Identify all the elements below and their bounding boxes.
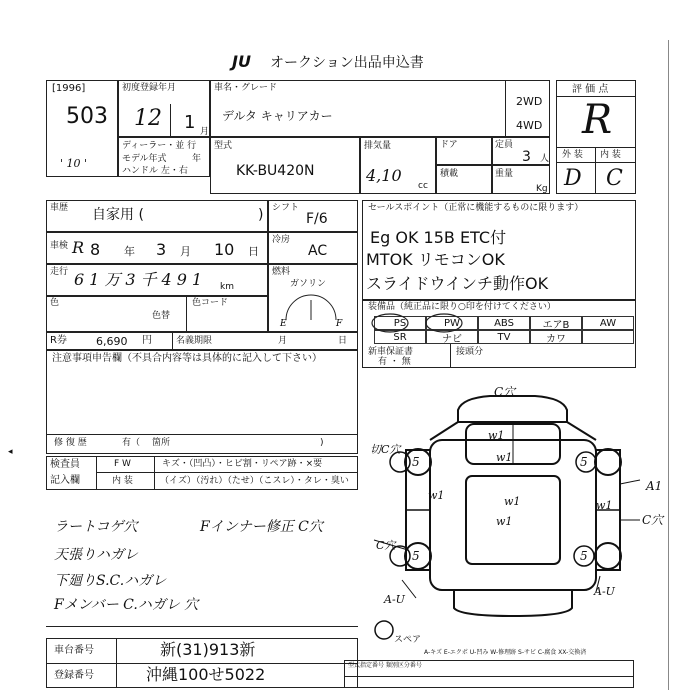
sales-point-1: Eg OK 15B ETC付 xyxy=(370,228,507,247)
car-number-value: 新(31)913新 xyxy=(160,640,256,659)
usage-box xyxy=(46,200,268,232)
fw-items: キズ・（凹凸）・ヒビ割・リペア跡・×要 xyxy=(162,459,323,469)
deadline-month-unit: 月 xyxy=(278,336,288,346)
usage-label: 車歴 xyxy=(50,203,69,213)
ju-logo: JU xyxy=(232,52,251,71)
month-unit: 月 xyxy=(200,127,210,137)
displacement-unit: cc xyxy=(418,181,428,191)
divider xyxy=(172,332,173,350)
registration-number-value: 沖縄100せ5022 xyxy=(146,665,266,684)
diagram-wheel-mark-rl: 5 xyxy=(412,549,420,563)
mileage-label: 走行 xyxy=(50,267,69,277)
divider xyxy=(344,676,634,677)
inspection-year: 8 xyxy=(90,240,101,259)
svg-text:F: F xyxy=(336,319,343,329)
diagram-left-bottom: A-U xyxy=(384,593,405,606)
divider xyxy=(186,296,187,332)
first-registration-year: 12 xyxy=(134,106,162,131)
deadline-day-unit: 日 xyxy=(338,336,348,346)
scribble-mark: ' 10 ' xyxy=(60,157,88,170)
notes-box xyxy=(46,350,358,454)
svg-text:E: E xyxy=(280,319,287,329)
divider xyxy=(595,147,596,194)
diagram-spare-label: スペア xyxy=(394,635,422,645)
interior-row-items: （イズ）（汚れ）（たせ）（こスレ）・タレ・臭い xyxy=(160,476,349,486)
divider xyxy=(556,147,636,148)
handwritten-note-1: ラートコゲ穴 xyxy=(54,519,138,535)
exterior-label: 外 装 xyxy=(562,150,583,160)
recycle-label: R券 xyxy=(50,335,67,346)
registration-deadline-label: 名義期限 xyxy=(176,336,213,346)
color-label: 色 xyxy=(50,298,60,308)
doors-label: ドア xyxy=(440,140,458,150)
divider xyxy=(46,663,358,664)
color-change-label: 色替 xyxy=(152,311,171,321)
equipment-sr: SR xyxy=(374,330,426,344)
divider xyxy=(556,162,636,163)
lot-number: 503 xyxy=(66,104,108,129)
inspector-label: 検査員 xyxy=(50,459,80,470)
fuel-gauge-icon xyxy=(276,290,346,330)
divider xyxy=(154,456,155,490)
form-title: オークション出品申込書 xyxy=(270,55,424,71)
displacement-label: 排気量 xyxy=(364,141,392,151)
ac-value: AC xyxy=(308,243,328,259)
dealer-label: ディーラー・並 行 xyxy=(122,141,197,151)
divider xyxy=(46,434,358,435)
capacity-unit: 人 xyxy=(540,154,550,164)
first-registration-month: 1 xyxy=(184,112,196,133)
equipment-ps: PS xyxy=(374,316,426,330)
equipment-blank xyxy=(582,330,634,344)
equipment-label: 装備品（純正品に限り○印を付けてください） xyxy=(368,302,556,312)
inspection-era: R xyxy=(72,238,85,257)
fuel-label: 燃料 xyxy=(272,267,291,277)
interior-grade: C xyxy=(606,166,623,191)
notes-label: 注意事項申告欄（不具合内容等は具体的に記入して下さい） xyxy=(52,353,322,364)
equipment-airbag: エアB xyxy=(530,316,582,330)
registration-number-label: 登録番号 xyxy=(54,670,94,681)
diagram-wheel-mark-rr: 5 xyxy=(580,549,588,563)
new-car-warranty-label: 新車保証書 xyxy=(368,347,414,357)
equipment-abs: ABS xyxy=(478,316,530,330)
repair-history-close: ) xyxy=(320,438,324,448)
fuel-value: ガソリン xyxy=(290,279,327,289)
model-label: 型式 xyxy=(214,141,233,151)
grade-value: R xyxy=(582,97,613,143)
shift-label: シフト xyxy=(272,203,300,213)
divider xyxy=(46,626,358,627)
diagram-top-mark: C穴 xyxy=(494,385,516,399)
page-edge-mark: ◂ xyxy=(8,447,13,457)
weight-label: 重量 xyxy=(495,169,514,179)
ac-label: 冷房 xyxy=(272,235,291,245)
inspection-month-unit: 月 xyxy=(180,245,191,258)
equipment-leather: カワ xyxy=(530,330,582,344)
divider xyxy=(96,456,97,490)
repair-history-value: 有（ xyxy=(122,438,141,448)
diagram-right-a1: A1 xyxy=(646,479,663,493)
inspection-day: 10 xyxy=(214,240,235,259)
repair-history-tail: 箇所 xyxy=(152,438,171,448)
equipment-navi: ナビ xyxy=(426,330,478,344)
page-edge-line xyxy=(668,40,669,690)
diagram-right-bottom: A-U xyxy=(594,585,615,598)
fill-in-label: 記入欄 xyxy=(50,475,80,486)
equipment-aw: AW xyxy=(582,316,634,330)
drive-4wd: 4WD xyxy=(516,119,543,132)
diagram-right-c: C穴 xyxy=(642,513,664,527)
damage-legend: A-キズ E-エクボ U-凹み W-修理跡 S-サビ C-腐食 XX-交換済 xyxy=(424,649,587,656)
weight-unit: Kg xyxy=(536,184,548,194)
shift-value: F/6 xyxy=(306,211,328,227)
repair-history-label: 修 復 歴 xyxy=(54,438,87,448)
handle-label: ハンドル 左・右 xyxy=(122,166,188,176)
divider xyxy=(505,80,506,137)
displacement-value: 4,10 xyxy=(366,166,402,185)
model-year-bracket: [1996] xyxy=(52,83,86,94)
divider xyxy=(450,344,451,368)
sales-point-3: スライドウインチ動作OK xyxy=(366,274,549,293)
capacity-label: 定員 xyxy=(495,140,514,150)
recycle-unit: 円 xyxy=(142,335,152,346)
handwritten-note-3: 下廻りS.C.ハガレ xyxy=(54,573,167,589)
exterior-grade: D xyxy=(564,166,582,191)
handwritten-note-5: Fインナー修正 C穴 xyxy=(200,519,323,535)
equipment-circle-marks xyxy=(370,312,490,334)
type-designation-label: 型式指定番号 類別区分番号 xyxy=(348,662,422,669)
diagram-w-mark-5: w1 xyxy=(596,499,613,512)
capacity-value: 3 xyxy=(522,149,531,165)
loading-label: 積載 xyxy=(440,169,459,179)
diagram-left-mark: 切C穴 xyxy=(370,443,401,456)
car-name-label: 車名・グレード xyxy=(214,83,278,93)
car-damage-diagram xyxy=(370,380,663,645)
inspection-year-unit: 年 xyxy=(124,245,135,258)
diagram-w-mark-2: w1 xyxy=(496,451,513,464)
inspection-month: 3 xyxy=(156,240,167,259)
usage-value: 自家用 ( xyxy=(92,207,144,223)
interior-row-label: 内 装 xyxy=(112,476,133,486)
diagram-w-mark-1: w1 xyxy=(488,429,505,442)
interior-label: 内 装 xyxy=(600,150,621,160)
inspection-label: 車検 xyxy=(50,241,69,251)
mileage-value: 61万3千491 xyxy=(74,270,208,289)
recycle-value: 6,690 xyxy=(96,335,128,348)
diagram-w-mark-6: w1 xyxy=(496,515,513,528)
diagram-wheel-mark-fr: 5 xyxy=(580,455,588,469)
handwritten-note-2: 天張りハガレ xyxy=(54,547,138,563)
model-year-unit: 年 xyxy=(192,154,202,164)
fw-label: F W xyxy=(114,459,131,469)
car-name-value: デルタ キャリアカー xyxy=(222,109,333,123)
diagram-wheel-mark-fl: 5 xyxy=(412,455,420,469)
spare-label: 接頭分 xyxy=(456,347,484,357)
inspection-day-unit: 日 xyxy=(248,245,259,258)
diagram-w-mark-3: w1 xyxy=(428,489,445,502)
sales-points-label: セールスポイント（正常に機能するものに限ります） xyxy=(368,203,584,213)
first-registration-label: 初度登録年月 xyxy=(122,83,177,93)
usage-close: ) xyxy=(258,207,264,223)
sales-point-2: MTOK リモコンOK xyxy=(366,250,505,269)
drive-2wd: 2WD xyxy=(516,95,543,108)
color-code-label: 色コード xyxy=(192,298,229,308)
diagram-left-mid-mark: C穴 xyxy=(376,539,396,552)
divider xyxy=(116,638,117,688)
equipment-tv: TV xyxy=(478,330,530,344)
equipment-pw: PW xyxy=(426,316,478,330)
new-car-warranty-value: 有 ・ 無 xyxy=(378,357,411,367)
model-year-label: モデル年式 xyxy=(122,154,167,164)
divider xyxy=(96,472,358,473)
divider xyxy=(170,104,171,137)
car-number-label: 車台番号 xyxy=(54,645,94,656)
handwritten-note-4: Fメンバー C.ハガレ 穴 xyxy=(54,597,199,613)
diagram-w-mark-4: w1 xyxy=(504,495,521,508)
model-value: KK-BU420N xyxy=(236,163,315,179)
mileage-unit: km xyxy=(220,282,234,292)
grade-label: 評 価 点 xyxy=(572,84,609,95)
